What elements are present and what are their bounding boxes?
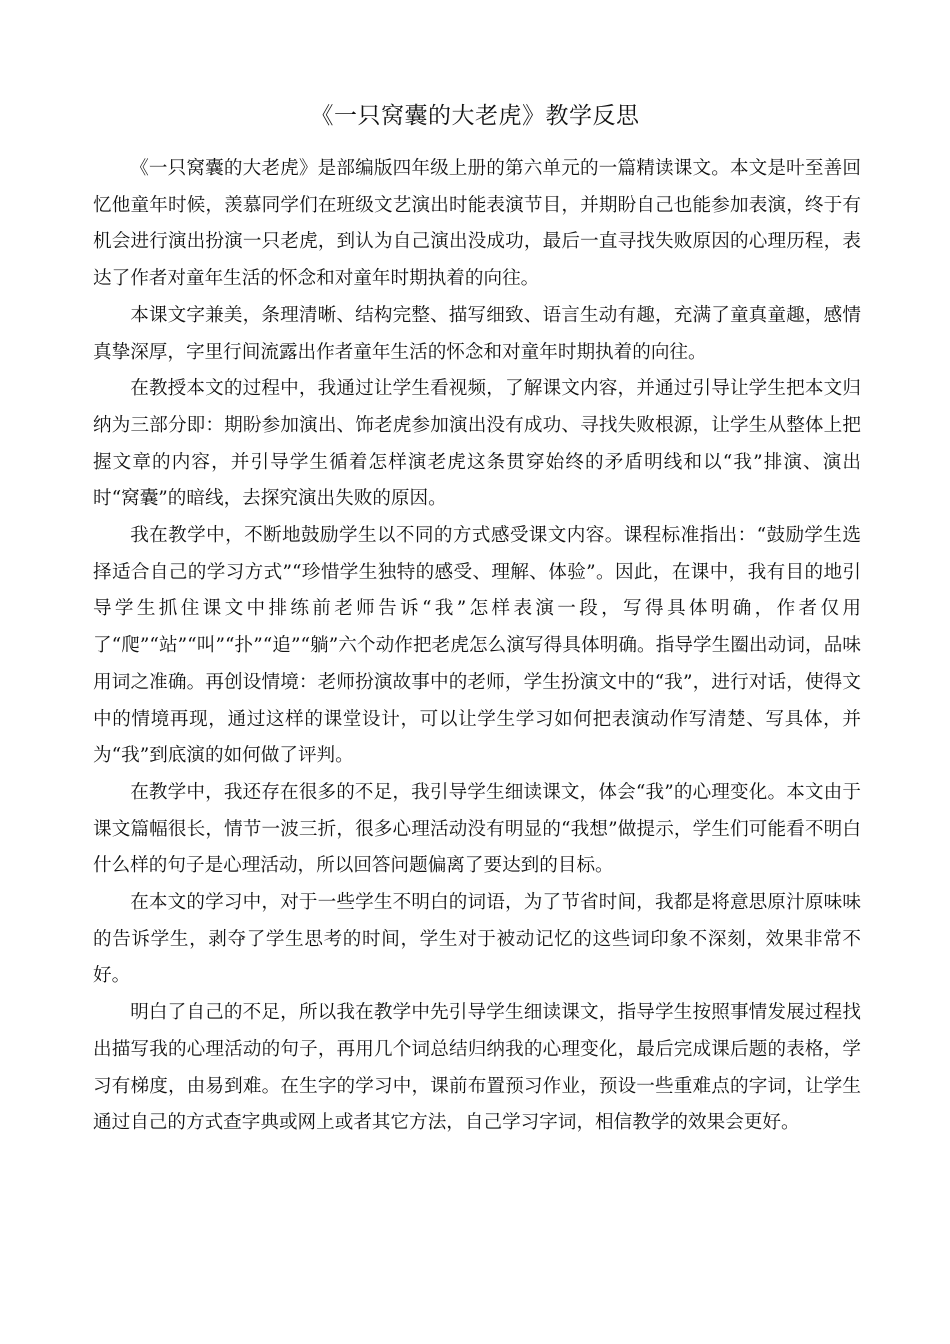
document-body: [93, 151, 861, 1142]
paragraph-1: 《一只窝囊的大老虎》是部编版四年级上册的第六单元的一篇精读课文。本文是叶至善回忆他童年时候，羡慕同学们在班级文艺演出时能表演节目，并期盼自己也能参加表演，终于有机会进行演出扮演一只老虎，到认为自己演出没成功，最后一直寻找失败原因的心理历程，表达了作者对童年生活的怀念和对童年时期执着的向往。: [93, 158, 861, 290]
paragraph-7: 明白了自己的不足，所以我在教学中先引导学生细读课文，指导学生按照事情发展过程找出描写我的心理活动的句子，再用几个词总结归纳我的心理变化，最后完成课后题的表格，学习有梯度，由易到难。在生字的学习中，课前布置预习作业，预设一些重难点的字词，让学生通过自己的方式查字典或网上或者其它方法，自己学习字词，相信教学的效果会更好。: [93, 1002, 861, 1134]
paragraph-2: 本课文字兼美，条理清晰、结构完整、描写细致、语言生动有趣，充满了童真童趣，感情真挚深厚，字里行间流露出作者童年生活的怀念和对童年时期执着的向往。: [93, 304, 861, 363]
paragraph-5: 在教学中，我还存在很多的不足，我引导学生细读课文，体会“我”的心理变化。本文由于课文篇幅很长，情节一波三折，很多心理活动没有明显的“我想”做提示，学生们可能看不明白什么样的句子是心理活动，所以回答问题偏离了要达到的目标。: [93, 781, 861, 877]
paragraph-4: 我在教学中，不断地鼓励学生以不同的方式感受课文内容。课程标准指出：“鼓励学生选择适合自己的学习方式”“珍惜学生独特的感受、理解、体验”。因此，在课中，我有目的地引导学生抓住课文中排练前老师告诉“我”怎样表演一段，写得具体明确，作者仅用了“爬”“站”“叫”“扑”“追”“躺”六个动作把老虎怎么演写得具体明确。指导学生圈出动词，品味用词之准确。再创设情境：老师扮演故事中的老师，学生扮演文中的“我”，进行对话，使得文中的情境再现，通过这样的课堂设计，可以让学生学习如何把表演动作写清楚、写具体，并为“我”到底演的如何做了评判。: [93, 525, 861, 767]
paragraph-3: 在教授本文的过程中，我通过让学生看视频，了解课文内容，并通过引导让学生把本文归纳为三部分即：期盼参加演出、饰老虎参加演出没有成功、寻找失败根源，让学生从整体上把握文章的内容，并引导学生循着怎样演老虎这条贯穿始终的矛盾明线和以“我”排演、演出时“窝囊”的暗线，去探究演出失败的原因。: [93, 378, 861, 510]
document-title: 《一只窝囊的大老虎》教学反思: [310, 103, 640, 129]
paragraph-6: 在本文的学习中，对于一些学生不明白的词语，为了节省时间，我都是将意思原汁原味味的告诉学生，剥夺了学生思考的时间，学生对于被动记忆的这些词印象不深刻，效果非常不好。: [93, 892, 861, 987]
